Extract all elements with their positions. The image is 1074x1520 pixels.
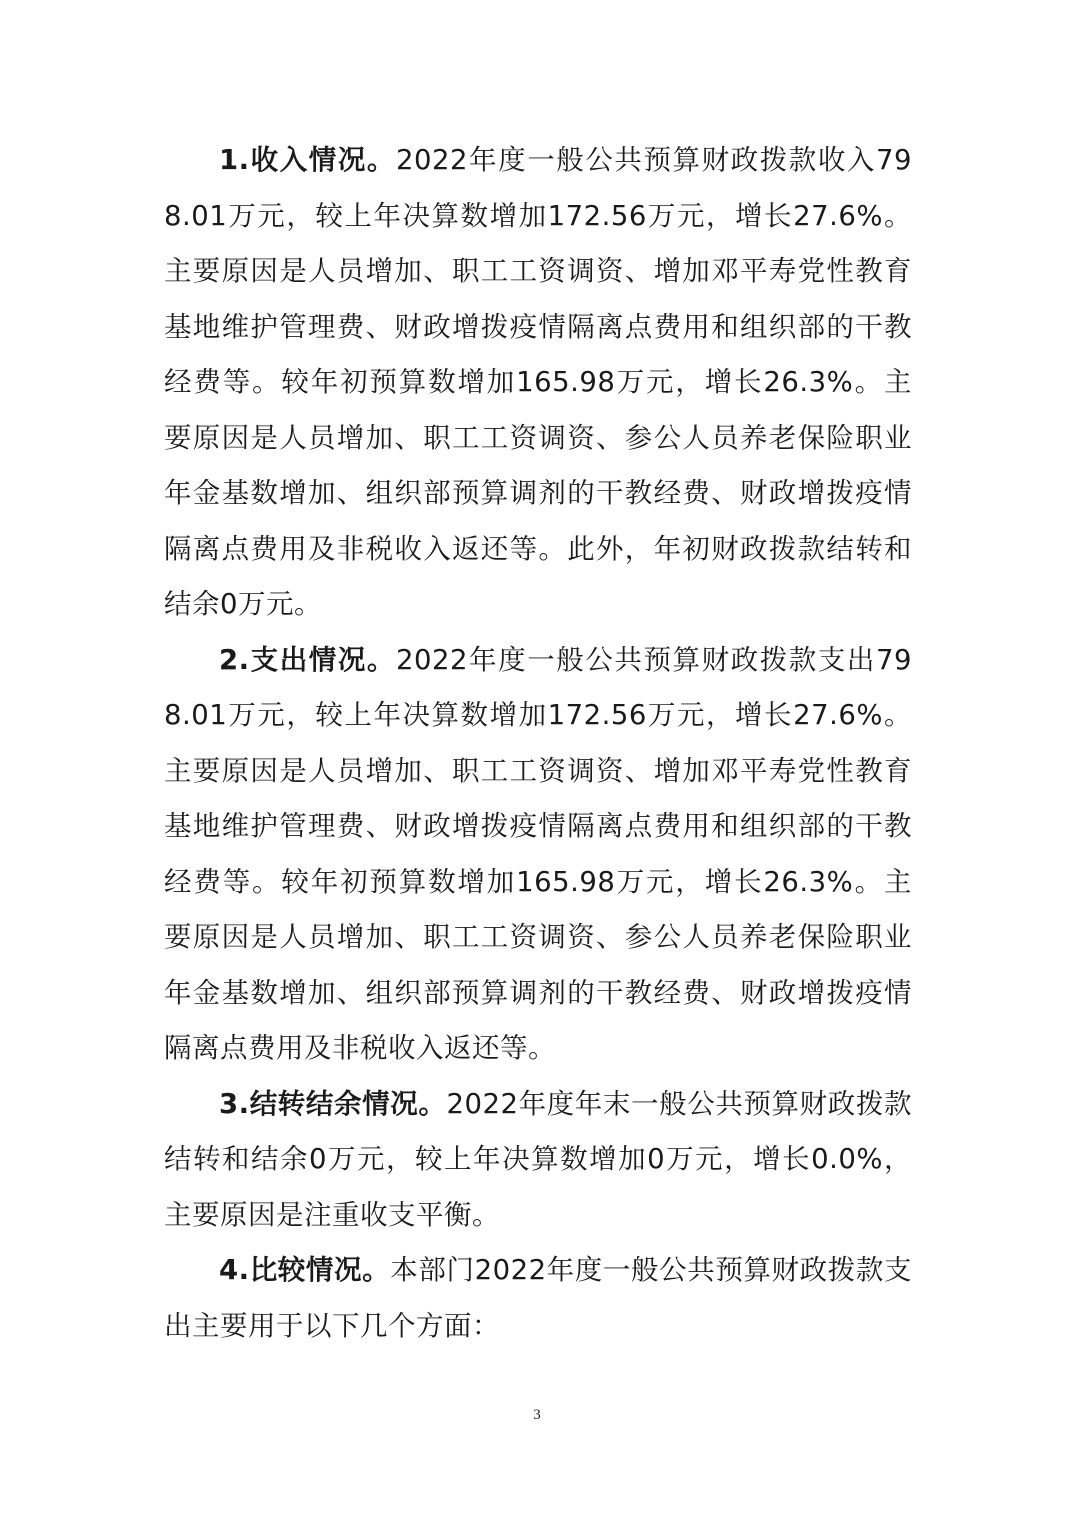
section-heading-carryover: 3.结转结余情况。: [219, 1087, 447, 1120]
paragraph-income: [164, 133, 912, 633]
document-body: [164, 133, 912, 1354]
section-text-expenditure: 2022年度一般公共预算财政拨款支出798.01万元，较上年决算数增加172.56万元，增长27.6%。主要原因是人员增加、职工工资调资、增加邓平寿党性教育基地维护管理费、财政增拨疫情隔离点费用和组织部的干教经费等。较年初预算数增加165.98万元，增长26.3%。主要原因是人员增加、职工工资调资、参公人员养老保险职业年金基数增加、组织部预算调剂的干教经费、财政增拨疫情隔离点费用及非税收入返还等。: [164, 643, 912, 1064]
section-heading-comparison: 4.比较情况。: [219, 1254, 391, 1286]
section-text-income: 2022年度一般公共预算财政拨款收入798.01万元，较上年决算数增加172.56万元，增长27.6%。主要原因是人员增加、职工工资调资、增加邓平寿党性教育基地维护管理费、财政增拨疫情隔离点费用和组织部的干教经费等。较年初预算数增加165.98万元，增长26.3%。主要原因是人员增加、职工工资调资、参公人员养老保险职业年金基数增加、组织部预算调剂的干教经费、财政增拨疫情隔离点费用及非税收入返还等。此外，年初财政拨款结转和结余0万元。: [164, 144, 912, 620]
paragraph-comparison: [164, 1243, 912, 1354]
paragraph-carryover: [164, 1077, 912, 1244]
section-text-carryover: 2022年度年末一般公共预算财政拨款结转和结余0万元，较上年决算数增加0万元，增长0.0%，主要原因是注重收支平衡。: [164, 1087, 912, 1231]
page-number: 3: [533, 1407, 541, 1423]
paragraph-expenditure: [164, 633, 912, 1077]
section-text-comparison: 本部门2022年度一般公共预算财政拨款支出主要用于以下几个方面：: [164, 1254, 912, 1342]
section-heading-income: 1.收入情况。: [219, 144, 396, 176]
section-heading-expenditure: 2.支出情况。: [219, 643, 396, 676]
